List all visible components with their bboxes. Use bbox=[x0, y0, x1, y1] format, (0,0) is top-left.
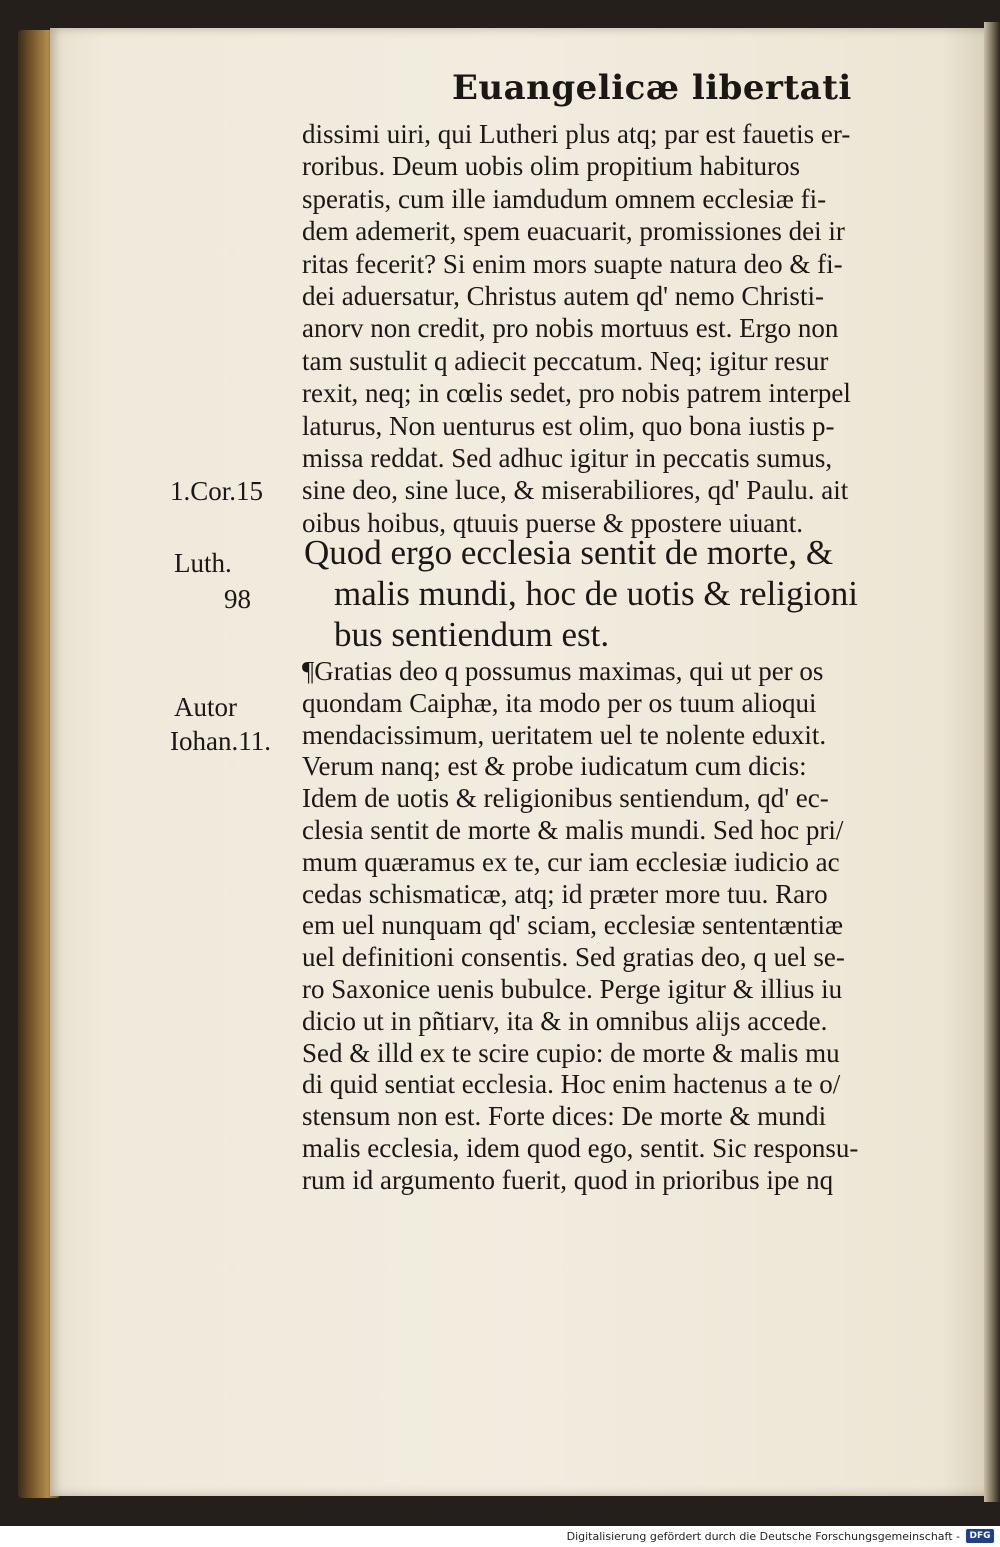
text-line: ro Saxonice uenis bubulce. Perge igitur & illius iu bbox=[302, 973, 843, 1004]
margin-note-corinthians: 1.Cor.15 bbox=[170, 476, 264, 506]
text-line: speratis, cum ille iamdudum omnem ecclesiæ fi- bbox=[302, 183, 827, 214]
text-line: uel definitioni consentis. Sed gratias deo, q uel se- bbox=[302, 942, 845, 973]
text-line: mum quæramus ex te, cur iam ecclesiæ iudicio ac bbox=[302, 846, 840, 877]
text-line: dem ademerit, spem euacuarit, promissiones dei ir bbox=[302, 216, 845, 247]
text-line: dissimi uiri, qui Lutheri plus atq; par est fauetis er- bbox=[302, 119, 851, 149]
footer-bar bbox=[0, 1526, 1000, 1547]
text-line: ritas fecerit? Si enim mors suapte natura deo & fi- bbox=[302, 248, 843, 279]
text-line: dei aduersatur, Christus autem qd' nemo Christi- bbox=[302, 280, 824, 311]
running-head: Euangelicæ libertati bbox=[452, 68, 852, 108]
page-right-edge bbox=[984, 22, 1000, 1502]
text-line: missa reddat. Sed adhuc igitur in peccatis sumus, bbox=[302, 442, 833, 473]
text-line: Sed & illd ex te scire cupio: de morte & malis mu bbox=[302, 1037, 840, 1068]
heading-line: bus sentiendum est. bbox=[334, 615, 610, 654]
text-line: laturus, Non uenturus est olim, quo bona iustis p- bbox=[302, 410, 835, 441]
text-line: anorv non credit, pro nobis mortuus est. Ergo non bbox=[302, 313, 839, 344]
text-line: Verum nanq; est & probe iudicatum cum dicis: bbox=[302, 751, 807, 782]
text-line: Idem de uotis & religionibus sentiendum, qd' ec- bbox=[302, 783, 829, 814]
text-line: malis ecclesia, idem quod ego, sentit. Sic responsu- bbox=[302, 1132, 859, 1163]
text-line: dicio ut in pñtiarv, ita & in omnibus alijs accede. bbox=[302, 1005, 828, 1036]
margin-note-luther: Luth. bbox=[174, 548, 232, 578]
text-block-bottom bbox=[302, 656, 942, 1197]
margin-note-autor: Autor bbox=[174, 692, 237, 722]
section-heading bbox=[304, 532, 944, 655]
text-line: rum id argumento fuerit, quod in prioribus ipe nq bbox=[302, 1164, 834, 1195]
margin-note-number: 98 bbox=[224, 584, 251, 614]
text-line: di quid sentiat ecclesia. Hoc enim hactenus a te o/ bbox=[302, 1069, 841, 1100]
text-line: oibus hoibus, qtuuis puerse & ppostere uiuant. bbox=[302, 507, 803, 538]
text-line: ¶Gratias deo q possumus maximas, qui ut per os bbox=[302, 656, 824, 686]
text-line: quondam Caiphæ, ita modo per os tuum alioqui bbox=[302, 687, 817, 718]
text-block-top bbox=[302, 118, 942, 539]
text-line: em uel nunquam qd' sciam, ecclesiæ sententæntiæ bbox=[302, 910, 844, 941]
text-line: cedas schismaticæ, atq; id præter more tuu. Raro bbox=[302, 878, 828, 909]
heading-line: malis mundi, hoc de uotis & religioni bbox=[334, 574, 858, 613]
text-line: clesia sentit de morte & malis mundi. Sed hoc pri/ bbox=[302, 814, 844, 845]
dfg-logo[interactable]: DFG bbox=[966, 1529, 994, 1543]
text-line: sine deo, sine luce, & miserabiliores, qd' Paulu. ait bbox=[302, 475, 849, 506]
margin-note-johannes: Iohan.11. bbox=[170, 726, 271, 756]
footer-credit: Digitalisierung gefördert durch die Deutsche Forschungsgemeinschaft - bbox=[566, 1530, 960, 1543]
text-line: tam sustulit q adiecit peccatum. Neq; igitur resur bbox=[302, 345, 829, 376]
text-line: rexit, neq; in cœlis sedet, pro nobis patrem interpel bbox=[302, 378, 851, 409]
text-line: mendacissimum, ueritatem uel te nolente eduxit. bbox=[302, 719, 827, 750]
heading-line: Quod ergo ecclesia sentit de morte, & bbox=[304, 533, 834, 572]
text-line: stensum non est. Forte dices: De morte & mundi bbox=[302, 1101, 827, 1132]
text-line: roribus. Deum uobis olim propitium habituros bbox=[302, 151, 800, 182]
